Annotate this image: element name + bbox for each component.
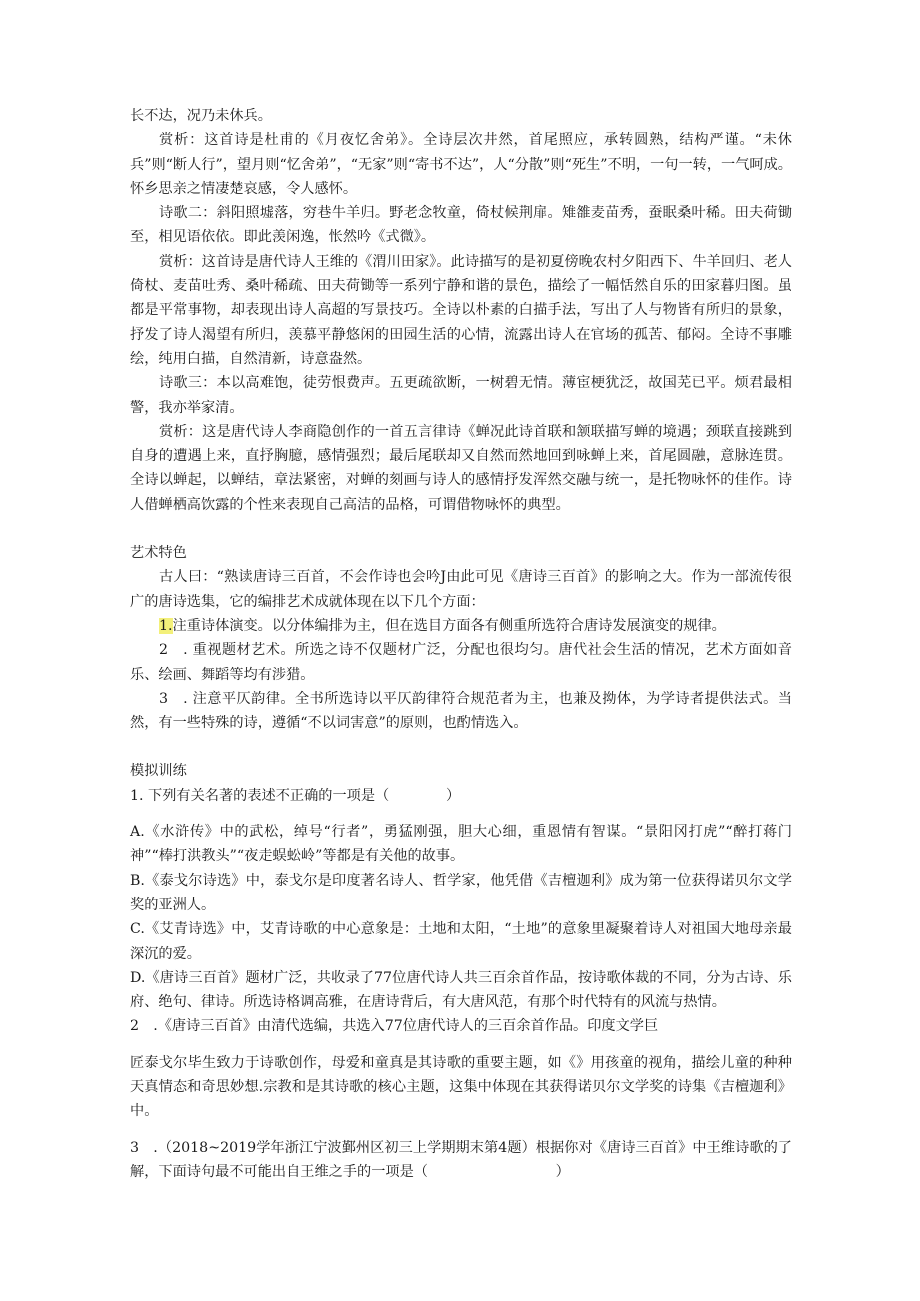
question-3: 3 .（2018~2019学年浙江宁波鄞州区初三上学期期末第4题）根据你对《唐诗三百首》中王维诗歌的了解，下面诗句最不可能出自王维之手的一项是（ ） [130, 1139, 792, 1180]
appreciation-1: 赏析：这首诗是杜甫的《月夜忆舍弟》。全诗层次井然，首尾照应，承转圆熟，结构严谨。“未休兵”则“断人行”，望月则“忆舍弟”，“无家”则“寄书不达”，人“分散”则“死生”不明，一句一转，一气呵成。怀乡思亲之情凄楚哀感，令人感怀。 [130, 132, 792, 197]
section-heading-art: 艺术特色 [130, 545, 187, 562]
highlight-mark: 1. [159, 617, 173, 634]
question-1-option-a: A.《水浒传》中的武松，绰号“行者”，勇猛刚强，胆大心细，重恩情有智谋。“景阳冈打虎”“醉打蒋门神”“棒打洪教头”“夜走蜈蚣岭”等都是有关他的故事。 [130, 824, 792, 865]
art-point-1 [130, 614, 792, 638]
question-1-option-d: D.《唐诗三百首》题材广泛，共收录了77位唐代诗人共三百余首作品，按诗歌体裁的不同，分为古诗、乐府、绝句、律诗。所选诗格调高雅，在唐诗背后，有大唐风范，有那个时代特有的风流与热情。 [130, 969, 792, 1011]
poem-2: 诗歌二：斜阳照墟落，穷巷牛羊归。野老念牧童，倚杖候荆扉。雉雒麦苗秀，蚕眠桑叶稀。田夫荷锄至，相见语依依。即此羡闲逸，怅然吟《式微》。 [130, 205, 792, 246]
appreciation-2: 赏析：这首诗是唐代诗人王维的《渭川田家》。此诗描写的是初夏傍晚农村夕阳西下、牛羊回归、老人倚杖、麦苗吐秀、桑叶稀疏、田夫荷锄等一系列宁静和谐的景色，描绘了一幅恬然自乐的田家暮归图。虽都是平常事物，却表现出诗人高超的写景技巧。全诗以朴素的白描手法，写出了人与物皆有所归的景象，抒发了诗人渴望有所归，羡慕平静悠闲的田园生活的心情，流露出诗人在官场的孤苦、郁闷。全诗不事雕绘，纯用白描，自然清新，诗意盎然。 [130, 253, 792, 367]
art-intro: 古人曰：“熟读唐诗三百首，不会作诗也会吟J由此可见《唐诗三百首》的影响之大。作为一部流传很广的唐诗选集，它的编排艺术成就体现在以下几个方面： [130, 569, 792, 610]
section-heading-training: 模拟训练 [130, 763, 187, 780]
poem-3: 诗歌三：本以高难饱，徒劳恨费声。五更疏欲断，一树碧无情。薄宦梗犹泛，故国芜已平。烦君最相警，我亦举家清。 [130, 375, 792, 416]
poem1-continuation: 长不达，况乃未休兵。 [130, 108, 272, 124]
art-point-1-text: 注重诗体演变。以分体编排为主，但在选目方面各有侧重所选符合唐诗发展演变的规律。 [172, 617, 726, 634]
appreciation-3: 赏析：这是唐代诗人李商隐创作的一首五言律诗《蝉况此诗首联和颔联描写蝉的境遇；颈联直接跳到自身的遭遇上来，直抒胸臆，感情强烈；最后尾联却又自然而然地回到咏蝉上来，首尾圆融，意脉连贯。全诗以蝉起，以蝉结，章法紧密，对蝉的刻画与诗人的感情抒发浑然交融与统一，是托物咏怀的佳作。诗人借蝉栖高饮露的个性来表现自己高洁的品格，可谓借物咏怀的典型。 [130, 423, 792, 513]
question-1-option-b: B.《泰戈尔诗选》中，泰戈尔是印度著名诗人、哲学家，他凭借《吉檀迦利》成为第一位获得诺贝尔文学奖的亚洲人。 [130, 872, 792, 913]
document-page [130, 104, 792, 1184]
art-point-2: 2 . 重视题材艺术。所选之诗不仅题材广泛，分配也很均匀。唐代社会生活的情况，艺术方面如音乐、绘画、舞蹈等均有涉猎。 [130, 642, 792, 683]
question-2-line-2: 匠泰戈尔毕生致力于诗歌创作，母爱和童真是其诗歌的重要主题，如《》用孩童的视角，描绘儿童的种种天真情态和奇思妙想.宗教和是其诗歌的核心主题，这集中体现在其获得诺贝尔文学奖的诗集《吉檀迦利》中。 [130, 1054, 792, 1120]
question-1-option-c: C.《艾青诗选》中，艾青诗歌的中心意象是：土地和太阳，“土地”的意象里凝聚着诗人对祖国大地母亲最深沉的爱。 [130, 921, 792, 962]
question-2-line-1: 2 .《唐诗三百首》由清代选编，共选入77位唐代诗人的三百余首作品。印度文学巨 [130, 1018, 659, 1035]
art-point-3: 3 . 注意平仄韵律。全书所选诗以平仄韵律符合规范者为主，也兼及拗体，为学诗者提供法式。当然，有一些特殊的诗，遵循“不以词害意”的原则，也酌情选入。 [130, 690, 792, 732]
question-1: 1. 下列有关名著的表述不正确的一项是（ ） [130, 787, 461, 804]
